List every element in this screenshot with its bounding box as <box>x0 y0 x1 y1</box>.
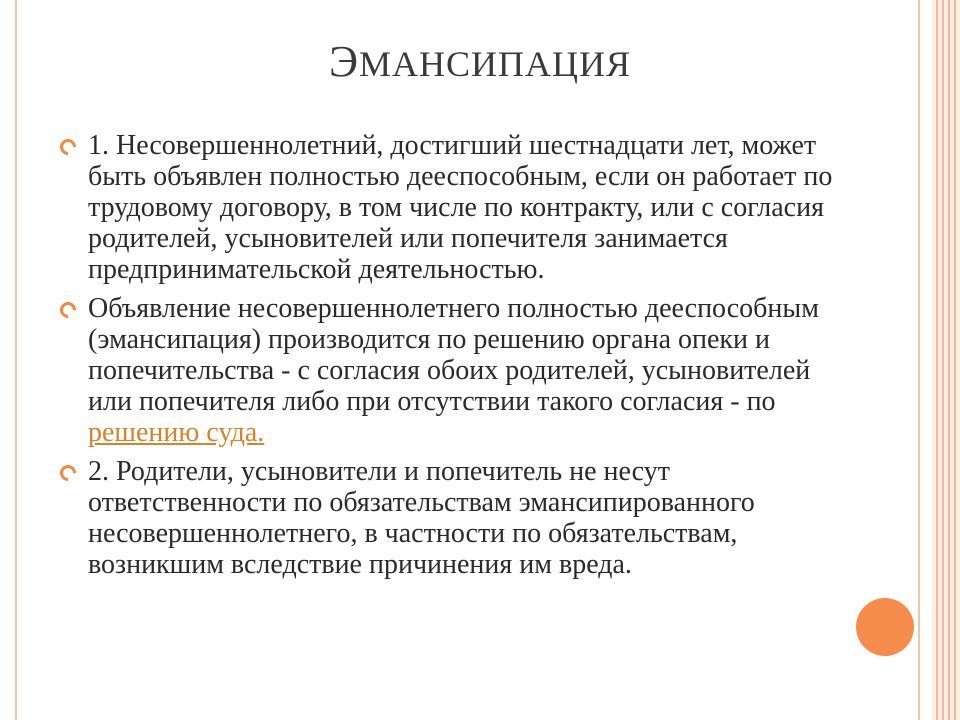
bullet-item-1 <box>60 130 850 285</box>
title-first-letter: Э <box>328 37 359 86</box>
slide-title <box>0 36 960 87</box>
bullet-icon <box>57 136 80 159</box>
accent-circle <box>856 598 914 656</box>
bullet-icon <box>57 462 80 485</box>
frame-left-line <box>15 0 17 720</box>
bullet-item-3 <box>60 456 850 580</box>
frame-right-line <box>918 0 920 720</box>
bullet-text: 1. Несовершеннолетний, достигший шестнадцати лет, может быть объявлен полностью дееспособным, если он работает по трудовому договору, в том числе по контракту, или с согласия родителей, усыновителей или попечителя занимается предпринимательской деятельностью. <box>88 130 833 285</box>
bullet-item-2 <box>60 293 850 448</box>
frame-right-stripes <box>932 0 960 720</box>
title-rest: МАНСИПАЦИЯ <box>359 44 632 84</box>
bullet-text: 2. Родители, усыновители и попечитель не несут ответственности по обязательствам эмансипированного несовершеннолетнего, в частности по обязательствам, возникшим вследствие причинения им вреда. <box>88 456 755 580</box>
bullet-text: Объявление несовершеннолетнего полностью дееспособным (эмансипация) производится по решению органа опеки и попечительства - с согласия обоих родителей, усыновителей или попечителя либо при отсутствии такого согласия - по <box>88 293 819 417</box>
bullet-icon <box>57 299 80 322</box>
court-decision-link[interactable]: решению суда. <box>88 417 265 448</box>
slide-content <box>60 130 850 588</box>
